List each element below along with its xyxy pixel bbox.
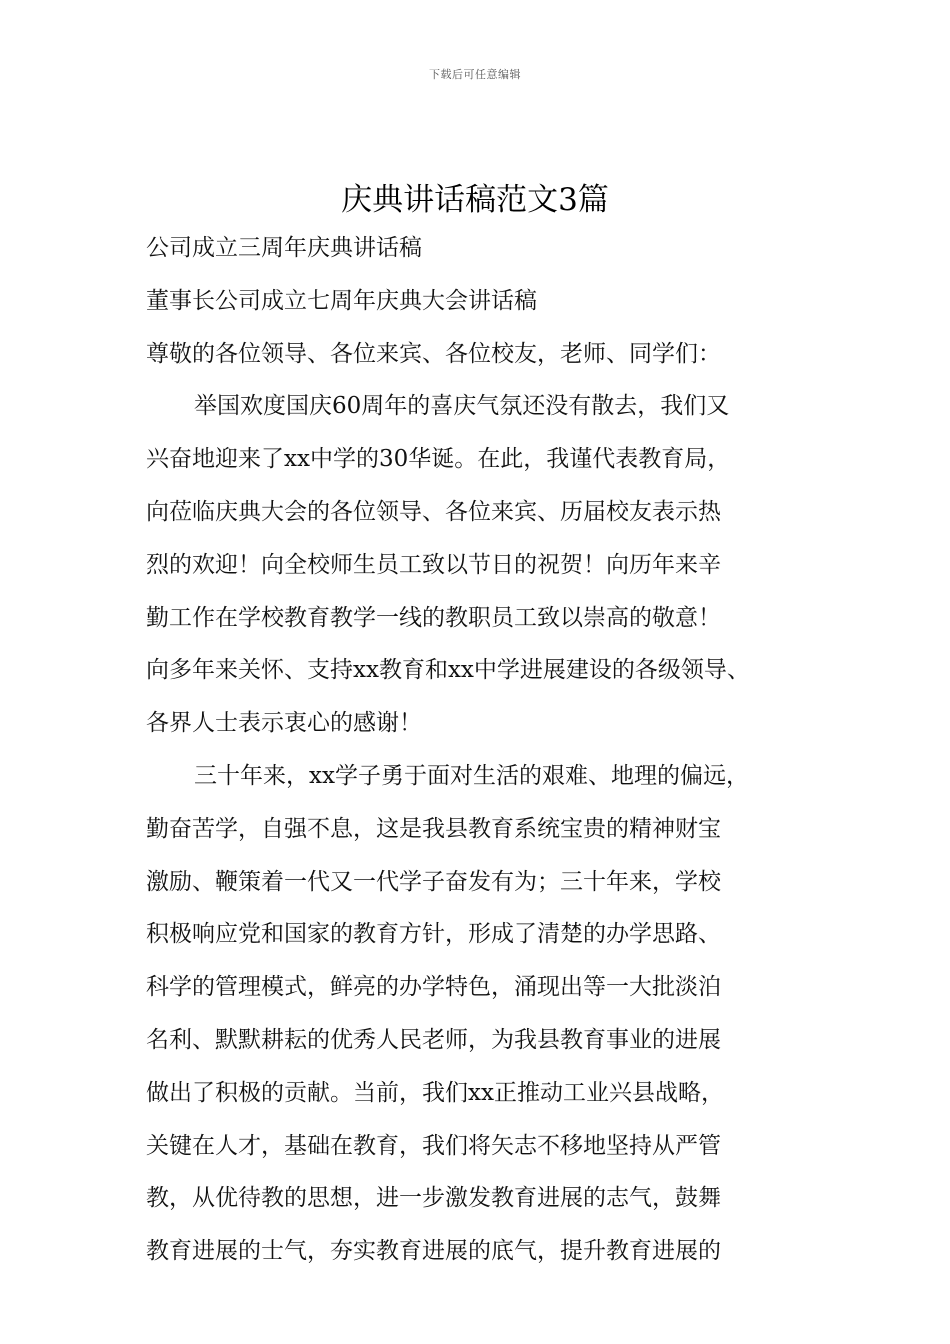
paragraph-line: 兴奋地迎来了xx中学的30华诞。在此，我谨代表教育局， [146,446,731,473]
paragraph-line: 举国欢度国庆60周年的喜庆气氛还没有散去，我们又 [194,393,730,420]
document-title: 庆典讲话稿范文3篇 [341,182,609,218]
document-body [146,230,826,1286]
paragraph-line: 做出了积极的贡献。当前，我们xx正推动工业兴县战略， [146,1079,724,1106]
paragraph-line: 勤工作在学校教育教学一线的教职员工致以崇高的敬意！ [146,604,721,631]
subtitle-line: 公司成立三周年庆典讲话稿 [146,235,422,261]
paragraph-line: 科学的管理模式，鲜亮的办学特色，涌现出等一大批淡泊 [146,974,721,1001]
paragraph-line: 积极响应党和国家的教育方针，形成了清楚的办学思路、 [146,921,721,948]
subtitle-line: 董事长公司成立七周年庆典大会讲话稿 [146,287,537,314]
paragraph-line: 教，从优待教的思想，进一步激发教育进展的志气，鼓舞 [146,1185,721,1212]
paragraph-line: 三十年来，xx学子勇于面对生活的艰难、地理的偏远， [194,762,749,789]
paragraph-line: 各界人士表示衷心的感谢！ [146,710,422,737]
salutation-line: 尊敬的各位领导、各位来宾、各位校友，老师、同学们： [146,340,721,367]
paragraph-line: 向多年来关怀、支持xx教育和xx中学进展建设的各级领导、 [146,657,750,684]
paragraph-line: 向莅临庆典大会的各位领导、各位来宾、历届校友表示热 [146,498,721,525]
paragraph-line: 勤奋苦学，自强不息，这是我县教育系统宝贵的精神财宝 [146,815,721,842]
paragraph-line: 激励、鞭策着一代又一代学子奋发有为；三十年来，学校 [146,868,721,895]
paragraph-line: 关键在人才，基础在教育，我们将矢志不移地坚持从严管 [146,1132,721,1159]
page-header-note: 下载后可任意编辑 [429,68,521,81]
paragraph-line: 教育进展的士气，夯实教育进展的底气，提升教育进展的 [146,1238,721,1265]
paragraph-line: 烈的欢迎！向全校师生员工致以节日的祝贺！向历年来辛 [146,551,721,578]
paragraph-line: 名利、默默耕耘的优秀人民老师，为我县教育事业的进展 [146,1026,721,1053]
